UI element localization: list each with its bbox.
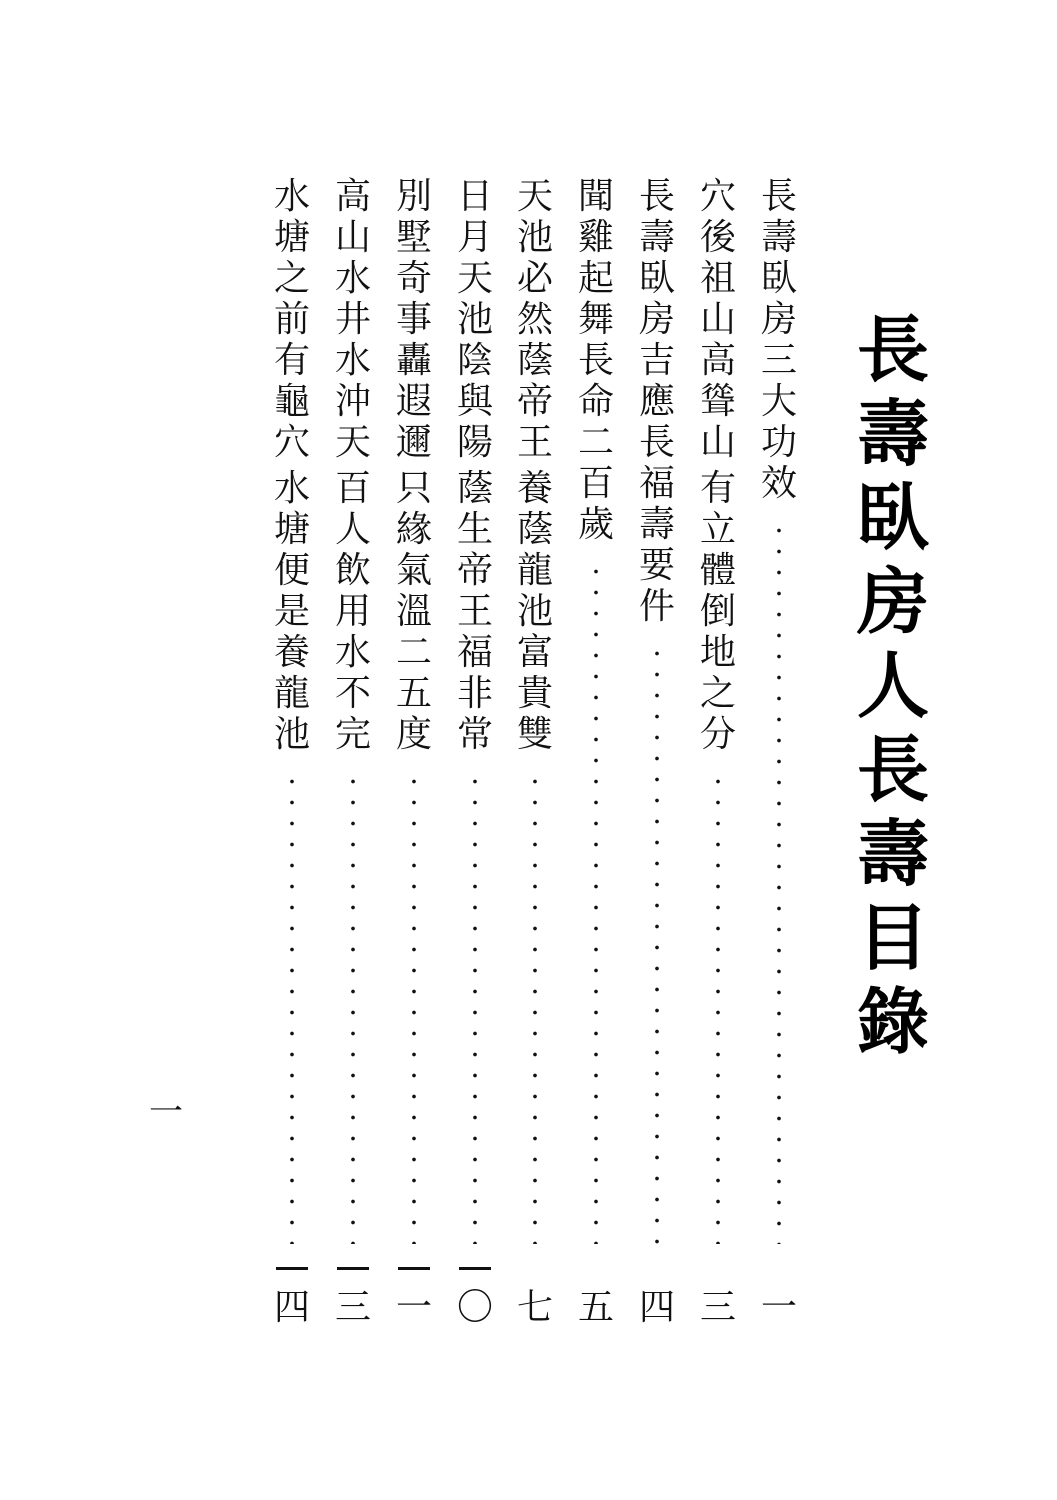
- page-number: 四: [638, 1287, 675, 1328]
- entry-char: 水: [273, 176, 310, 217]
- entry-subtitle: [328, 468, 378, 755]
- page-number: 一: [395, 1287, 432, 1328]
- entry-char: 天: [334, 422, 371, 463]
- dot-leader: [351, 771, 355, 1244]
- toc-entry[interactable]: [632, 176, 682, 1336]
- entry-char: 壽: [760, 217, 797, 258]
- entry-char: 命: [577, 381, 614, 422]
- entry-title: [571, 176, 621, 545]
- entry-char: 長: [760, 176, 797, 217]
- entry-char: 水: [334, 258, 371, 299]
- entry-char: 前: [273, 299, 310, 340]
- entry-char: 有: [699, 468, 736, 509]
- entry-char: 月: [456, 217, 493, 258]
- entry-char: 立: [699, 509, 736, 550]
- entry-char: 奇: [395, 258, 432, 299]
- entry-char: 之: [699, 673, 736, 714]
- entry-char: 百: [334, 468, 371, 509]
- entry-char: 便: [273, 550, 310, 591]
- dot-leader: [655, 643, 659, 1244]
- page-number-prefix: [337, 1267, 369, 1270]
- entry-char: 養: [273, 632, 310, 673]
- entry-char: 是: [273, 591, 310, 632]
- entry-char: 邇: [395, 422, 432, 463]
- entry-char: 山: [334, 217, 371, 258]
- entry-char: 效: [760, 463, 797, 504]
- toc-entry[interactable]: [328, 176, 378, 1336]
- entry-char: 雞: [577, 217, 614, 258]
- entry-char: 墅: [395, 217, 432, 258]
- entry-char: 養: [516, 468, 553, 509]
- entry-char: 房: [760, 299, 797, 340]
- entry-char: 要: [638, 545, 675, 586]
- dot-leader: [412, 771, 416, 1244]
- entry-char: 臥: [638, 258, 675, 299]
- entry-char: 緣: [395, 509, 432, 550]
- entry-subtitle: [510, 468, 560, 755]
- entry-char: 山: [699, 299, 736, 340]
- folio-page-number: 一: [149, 1092, 183, 1132]
- entry-char: 必: [516, 258, 553, 299]
- entry-char: 龜: [273, 381, 310, 422]
- entry-char: 百: [577, 463, 614, 504]
- entry-char: 高: [334, 176, 371, 217]
- title-char: 臥: [856, 476, 929, 560]
- entry-char: 井: [334, 299, 371, 340]
- entry-char: 分: [699, 714, 736, 755]
- entry-char: 蔭: [516, 509, 553, 550]
- entry-char: 日: [456, 176, 493, 217]
- entry-char: 陰: [456, 340, 493, 381]
- entry-char: 王: [456, 591, 493, 632]
- entry-char: 非: [456, 673, 493, 714]
- page-number: 五: [577, 1287, 614, 1328]
- entry-subtitle: [693, 468, 743, 755]
- entry-char: 不: [334, 673, 371, 714]
- toc-entry[interactable]: [693, 176, 743, 1336]
- entry-char: 龍: [516, 550, 553, 591]
- dot-leader: [473, 771, 477, 1244]
- entry-char: 貴: [516, 673, 553, 714]
- entry-title: [693, 176, 743, 463]
- entry-char: 池: [456, 299, 493, 340]
- entry-char: 天: [516, 176, 553, 217]
- toc-entry[interactable]: [754, 176, 804, 1336]
- entry-char: 二: [395, 632, 432, 673]
- entry-char: 帝: [516, 381, 553, 422]
- entry-char: 臥: [760, 258, 797, 299]
- entry-char: 富: [516, 632, 553, 673]
- entry-char: 地: [699, 632, 736, 673]
- page-number: 七: [516, 1287, 553, 1328]
- entry-title: [510, 176, 560, 463]
- entry-char: 龍: [273, 673, 310, 714]
- entry-char: 完: [334, 714, 371, 755]
- entry-title: [267, 176, 317, 463]
- dot-leader: [290, 771, 294, 1244]
- entry-char: 帝: [456, 550, 493, 591]
- entry-char: 壽: [638, 504, 675, 545]
- entry-char: 池: [516, 217, 553, 258]
- entry-subtitle: [450, 468, 500, 755]
- page-title: [848, 308, 938, 1064]
- entry-char: 沖: [334, 381, 371, 422]
- entry-char: 後: [699, 217, 736, 258]
- entry-char: 然: [516, 299, 553, 340]
- entry-char: 應: [638, 381, 675, 422]
- entry-char: 天: [456, 258, 493, 299]
- entry-char: 轟: [395, 340, 432, 381]
- dot-leader: [716, 771, 720, 1244]
- entry-char: 長: [638, 422, 675, 463]
- entry-title: [754, 176, 804, 504]
- entry-char: 別: [395, 176, 432, 217]
- entry-subtitle: [267, 468, 317, 755]
- entry-char: 長: [638, 176, 675, 217]
- entry-char: 與: [456, 381, 493, 422]
- entry-char: 長: [577, 340, 614, 381]
- entry-char: 度: [395, 714, 432, 755]
- entry-char: 壽: [638, 217, 675, 258]
- title-char: 錄: [856, 980, 929, 1064]
- entry-char: 起: [577, 258, 614, 299]
- page-number-prefix: [276, 1267, 308, 1270]
- entry-subtitle: [389, 468, 439, 755]
- entry-char: 功: [760, 422, 797, 463]
- entry-char: 之: [273, 258, 310, 299]
- entry-char: 池: [273, 714, 310, 755]
- entry-title: [389, 176, 439, 463]
- entry-char: 陽: [456, 422, 493, 463]
- entry-title: [450, 176, 500, 463]
- entry-char: 溫: [395, 591, 432, 632]
- entry-char: 只: [395, 468, 432, 509]
- entry-char: 二: [577, 422, 614, 463]
- entry-char: 塘: [273, 217, 310, 258]
- entry-char: 池: [516, 591, 553, 632]
- title-char: 人: [856, 644, 929, 728]
- title-char: 房: [856, 560, 929, 644]
- entry-char: 福: [456, 632, 493, 673]
- entry-char: 蔭: [516, 340, 553, 381]
- entry-char: 用: [334, 591, 371, 632]
- entry-char: 水: [273, 468, 310, 509]
- entry-char: 遐: [395, 381, 432, 422]
- entry-title: [632, 176, 682, 627]
- page-number-prefix: [398, 1267, 430, 1270]
- entry-char: 常: [456, 714, 493, 755]
- entry-char: 高: [699, 340, 736, 381]
- page-number: 一: [760, 1287, 797, 1328]
- entry-char: 蔭: [456, 468, 493, 509]
- page-number: 三: [699, 1287, 736, 1328]
- dot-leader: [777, 520, 781, 1244]
- page-number: 三: [334, 1287, 371, 1328]
- entry-char: 人: [334, 509, 371, 550]
- entry-char: 王: [516, 422, 553, 463]
- entry-char: 氣: [395, 550, 432, 591]
- entry-char: 祖: [699, 258, 736, 299]
- entry-char: 房: [638, 299, 675, 340]
- dot-leader: [533, 771, 537, 1244]
- title-char: 壽: [856, 392, 929, 476]
- entry-char: 倒: [699, 591, 736, 632]
- entry-char: 三: [760, 340, 797, 381]
- title-char: 壽: [856, 812, 929, 896]
- page-number: 〇: [456, 1287, 493, 1328]
- entry-char: 穴: [699, 176, 736, 217]
- entry-char: 五: [395, 673, 432, 714]
- entry-char: 聳: [699, 381, 736, 422]
- dot-leader: [594, 561, 598, 1244]
- entry-char: 舞: [577, 299, 614, 340]
- entry-title: [328, 176, 378, 463]
- entry-char: 吉: [638, 340, 675, 381]
- entry-char: 塘: [273, 509, 310, 550]
- entry-char: 雙: [516, 714, 553, 755]
- toc-entry[interactable]: [450, 176, 500, 1336]
- page-number: 四: [273, 1287, 310, 1328]
- entry-char: 穴: [273, 422, 310, 463]
- entry-char: 生: [456, 509, 493, 550]
- entry-char: 山: [699, 422, 736, 463]
- entry-char: 水: [334, 340, 371, 381]
- entry-char: 聞: [577, 176, 614, 217]
- toc-entry[interactable]: [267, 176, 317, 1336]
- page-number-prefix: [459, 1267, 491, 1270]
- entry-char: 歲: [577, 504, 614, 545]
- toc-entry[interactable]: [389, 176, 439, 1336]
- title-char: 目: [856, 896, 929, 980]
- toc-entry[interactable]: [510, 176, 560, 1336]
- entry-char: 體: [699, 550, 736, 591]
- title-char: 長: [856, 728, 929, 812]
- toc-entry[interactable]: [571, 176, 621, 1336]
- entry-char: 大: [760, 381, 797, 422]
- entry-char: 福: [638, 463, 675, 504]
- entry-char: 水: [334, 632, 371, 673]
- entry-char: 件: [638, 586, 675, 627]
- entry-char: 事: [395, 299, 432, 340]
- entry-char: 有: [273, 340, 310, 381]
- entry-char: 飲: [334, 550, 371, 591]
- title-char: 長: [856, 308, 929, 392]
